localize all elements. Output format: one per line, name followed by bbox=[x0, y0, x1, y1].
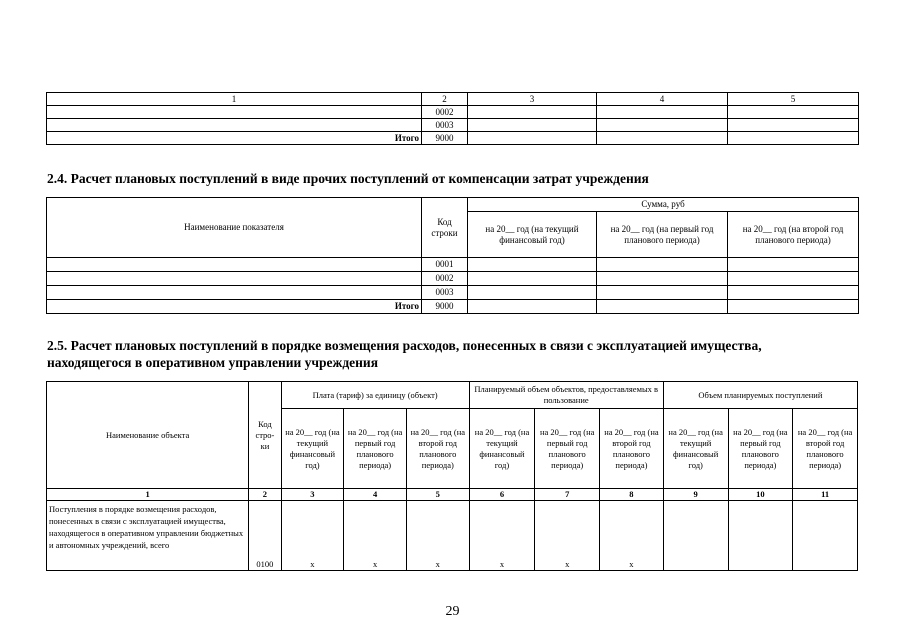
x-mark: x bbox=[600, 501, 664, 571]
col-code-header: Код стро-ки bbox=[249, 382, 281, 489]
x-mark: x bbox=[344, 501, 407, 571]
sub-header: на 20__ год (на второй год планового периода) bbox=[406, 409, 469, 489]
row-name bbox=[47, 119, 422, 132]
column-number: 5 bbox=[406, 489, 469, 501]
row-name: Итого bbox=[47, 300, 422, 314]
group-income-header: Объем планируемых поступлений bbox=[663, 382, 857, 409]
row-name: Итого bbox=[47, 132, 422, 145]
sub-header: на 20__ год (на первый год планового периода) bbox=[728, 409, 793, 489]
row-code: 0002 bbox=[422, 272, 468, 286]
row-code: 9000 bbox=[422, 132, 468, 145]
row-code: 0100 bbox=[249, 501, 281, 571]
col-object-header: Наименование объекта bbox=[47, 382, 249, 489]
table-row bbox=[47, 272, 859, 286]
sub-header: на 20__ год (на текущий финансовый год) bbox=[663, 409, 728, 489]
x-mark: x bbox=[281, 501, 344, 571]
section-2-5-title-line2: находящегося в оперативном управлении учреждения bbox=[47, 355, 379, 370]
group-volume-header: Планируемый объем объектов, предоставляемых в пользование bbox=[469, 382, 663, 409]
col-code-header: Код строки bbox=[422, 198, 468, 258]
x-mark: x bbox=[406, 501, 469, 571]
col-sum-header: Сумма, руб bbox=[468, 198, 859, 212]
sub-header: на 20__ год (на второй год планового периода) bbox=[793, 409, 858, 489]
sub-header: на 20__ год (на первый год планового периода) bbox=[535, 409, 600, 489]
column-number: 6 bbox=[469, 489, 535, 501]
column-number: 11 bbox=[793, 489, 858, 501]
column-number: 8 bbox=[600, 489, 664, 501]
header-cell: 5 bbox=[728, 93, 859, 106]
row-name bbox=[47, 272, 422, 286]
column-number: 1 bbox=[47, 489, 249, 501]
row-name bbox=[47, 106, 422, 119]
header-cell: 2 bbox=[422, 93, 468, 106]
sub-header: на 20__ год (на первый год планового периода) bbox=[344, 409, 407, 489]
row-code: 0001 bbox=[422, 258, 468, 272]
col-year2-header: на 20__ год (на первый год планового периода) bbox=[597, 212, 728, 258]
row-name bbox=[47, 258, 422, 272]
row-code: 9000 bbox=[422, 300, 468, 314]
row-code: 0002 bbox=[422, 106, 468, 119]
sub-header: на 20__ год (на текущий финансовый год) bbox=[281, 409, 344, 489]
header-cell: 1 bbox=[47, 93, 422, 106]
column-number: 2 bbox=[249, 489, 281, 501]
table-header-row bbox=[47, 93, 859, 106]
row-name: Поступления в порядке возмещения расходов, понесенных в связи с эксплуатацией имущества, находящегося в оперативном управлении бюджетных и автономных учреждений, всего bbox=[47, 501, 249, 571]
page-number: 29 bbox=[445, 604, 460, 619]
row-code: 0003 bbox=[422, 286, 468, 300]
group-tariff-header: Плата (тариф) за единицу (объект) bbox=[281, 382, 469, 409]
row-name bbox=[47, 286, 422, 300]
table-row bbox=[47, 132, 859, 145]
table-row bbox=[47, 258, 859, 272]
top-table bbox=[46, 92, 859, 145]
col-year1-header: на 20__ год (на текущий финансовый год) bbox=[468, 212, 597, 258]
section-2-5-title-line1: 2.5. Расчет плановых поступлений в порядке возмещения расходов, понесенных в связи с эксплуатацией имущества, bbox=[47, 338, 762, 353]
table-row bbox=[47, 119, 859, 132]
column-number-row bbox=[47, 489, 858, 501]
column-number: 4 bbox=[344, 489, 407, 501]
header-cell: 4 bbox=[597, 93, 728, 106]
table-row bbox=[47, 501, 858, 571]
section-2-4-title: 2.4. Расчет плановых поступлений в виде прочих поступлений от компенсации затрат учреждения bbox=[47, 171, 649, 186]
x-mark: x bbox=[469, 501, 535, 571]
column-number: 9 bbox=[663, 489, 728, 501]
column-number: 7 bbox=[535, 489, 600, 501]
table-row bbox=[47, 106, 859, 119]
x-mark: x bbox=[535, 501, 600, 571]
header-cell: 3 bbox=[468, 93, 597, 106]
row-code: 0003 bbox=[422, 119, 468, 132]
section-2-4-table bbox=[46, 197, 859, 314]
column-number: 10 bbox=[728, 489, 793, 501]
table-row bbox=[47, 286, 859, 300]
column-number: 3 bbox=[281, 489, 344, 501]
sub-header: на 20__ год (на второй год планового периода) bbox=[600, 409, 664, 489]
table-row bbox=[47, 300, 859, 314]
section-2-5-table bbox=[46, 381, 858, 571]
col-name-header: Наименование показателя bbox=[47, 198, 422, 258]
sub-header: на 20__ год (на текущий финансовый год) bbox=[469, 409, 535, 489]
col-year3-header: на 20__ год (на второй год планового периода) bbox=[728, 212, 859, 258]
